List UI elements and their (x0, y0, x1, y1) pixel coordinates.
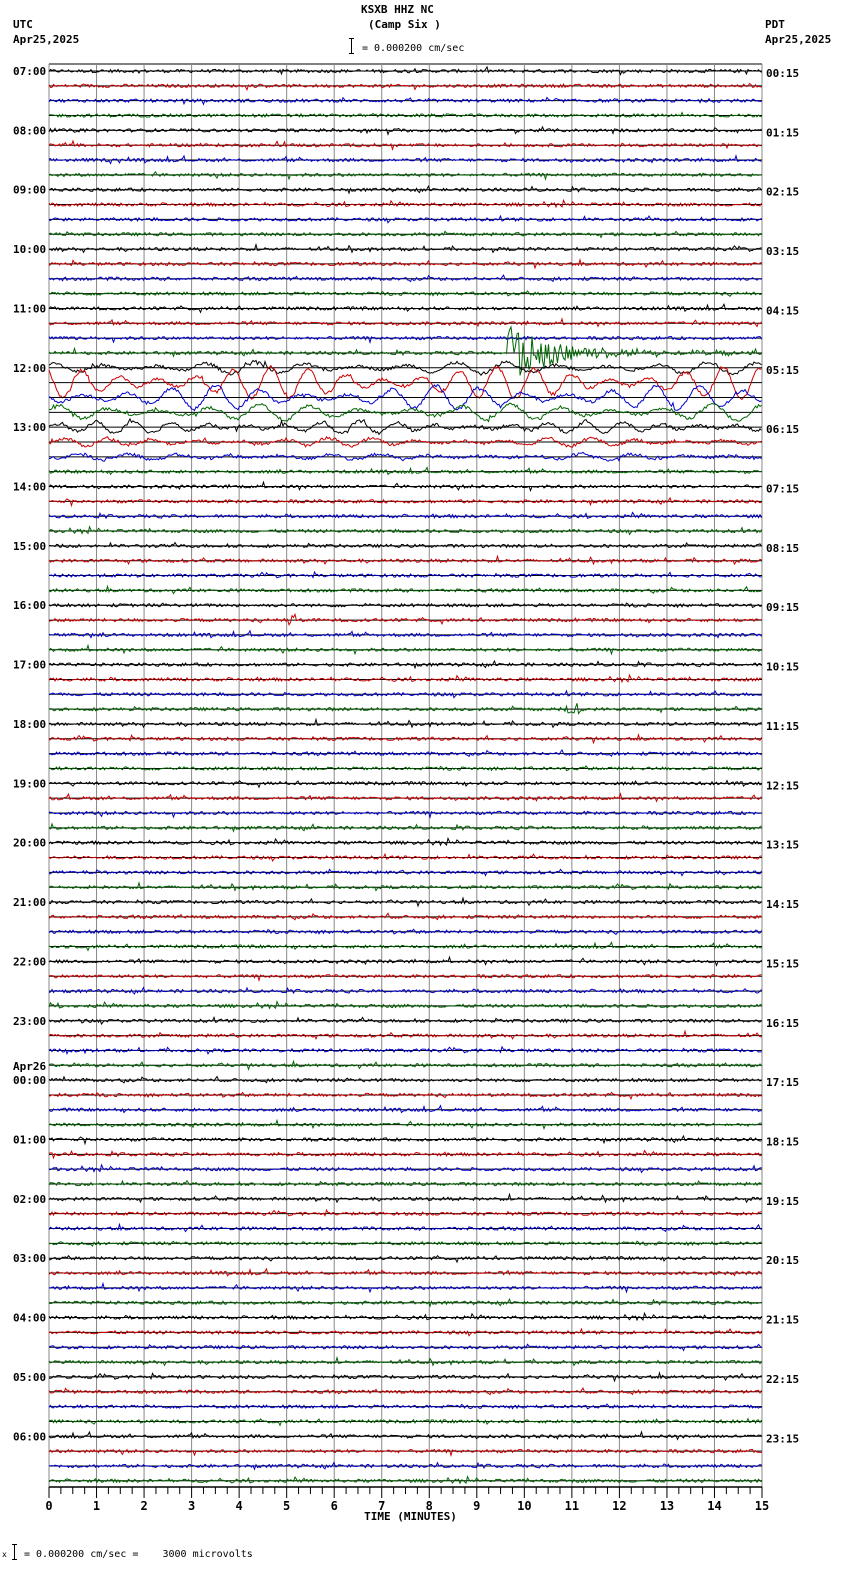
trace-waveform (49, 1344, 762, 1350)
pdt-hour-label: 14:15 (766, 898, 800, 912)
pdt-hour-label: 07:15 (766, 482, 800, 496)
right-timezone: PDT (765, 18, 785, 31)
trace-waveform (49, 513, 762, 519)
pdt-hour-label: 01:15 (766, 126, 800, 140)
pdt-hour-label: 12:15 (766, 779, 800, 793)
footer-scale-label: = 0.000200 cm/sec = 3000 microvolts (24, 1549, 253, 1560)
trace-waveform (49, 245, 762, 253)
trace-waveform (49, 883, 762, 891)
trace-waveform (49, 1106, 762, 1113)
trace-waveform (49, 1477, 762, 1484)
x-tick-label: 4 (235, 1499, 243, 1513)
x-tick-label: 1 (92, 1499, 101, 1513)
pdt-hour-label: 02:15 (766, 185, 800, 199)
pdt-hour-label: 08:15 (766, 541, 800, 555)
date-change-label: Apr26 (13, 1060, 47, 1074)
x-tick-label: 13 (659, 1499, 675, 1513)
x-tick-label: 9 (473, 1499, 481, 1513)
pdt-hour-label: 09:15 (766, 601, 800, 615)
trace-waveform (49, 603, 762, 607)
trace-waveform (49, 1120, 762, 1128)
trace-waveform (49, 1092, 762, 1098)
utc-hour-label: 09:00 (13, 183, 47, 197)
pdt-hour-label: 17:15 (766, 1076, 800, 1090)
trace-waveform (49, 172, 762, 179)
scale-label: = 0.000200 cm/sec (362, 43, 465, 54)
station-title: KSXB HHZ NC (361, 3, 434, 16)
utc-hour-label: 15:00 (13, 539, 47, 553)
utc-hour-label: 14:00 (13, 480, 47, 494)
utc-hour-label: 16:00 (13, 599, 47, 613)
x-tick-label: 11 (564, 1499, 580, 1513)
trace-waveform (49, 1269, 762, 1276)
utc-hour-label: 08:00 (13, 124, 47, 138)
utc-hour-label: 19:00 (13, 777, 47, 791)
utc-hour-label: 17:00 (13, 658, 47, 672)
trace-waveform (49, 1194, 762, 1202)
pdt-hour-label: 05:15 (766, 363, 800, 377)
x-tick-label: 14 (707, 1499, 722, 1513)
x-tick-label: 5 (283, 1499, 291, 1513)
utc-hour-label: 18:00 (13, 717, 47, 731)
x-tick-label: 7 (378, 1499, 386, 1513)
trace-waveform (49, 556, 762, 564)
trace-waveform (49, 975, 762, 981)
pdt-hour-label: 23:15 (766, 1432, 800, 1446)
utc-hour-label: 13:00 (13, 421, 47, 435)
trace-waveform (49, 1002, 762, 1009)
utc-hour-label: 20:00 (13, 836, 47, 850)
x-tick-label: 15 (754, 1499, 770, 1513)
footer-mark: x (2, 1550, 7, 1559)
trace-waveform (49, 200, 762, 207)
utc-hour-label: 06:00 (13, 1430, 47, 1444)
trace-waveform (49, 794, 762, 801)
trace-waveform (49, 1047, 762, 1054)
trace-waveform (49, 1419, 762, 1426)
pdt-hour-label: 13:15 (766, 838, 800, 852)
utc-hour-label: 02:00 (13, 1192, 47, 1206)
footer-scale-bar-icon (12, 1544, 18, 1560)
utc-hour-label: 01:00 (13, 1133, 47, 1147)
trace-waveform (49, 468, 762, 475)
utc-hour-label: 22:00 (13, 955, 47, 969)
pdt-hour-label: 18:15 (766, 1135, 800, 1149)
trace-waveform (49, 543, 762, 548)
trace-waveform (49, 631, 762, 638)
trace-waveform (49, 988, 762, 994)
trace-waveform (49, 1210, 762, 1216)
trace-waveform (49, 1181, 762, 1186)
trace-waveform (49, 811, 762, 817)
trace-waveform (49, 781, 762, 788)
trace-waveform (49, 1031, 762, 1039)
pdt-hour-label: 15:15 (766, 957, 800, 971)
trace-waveform (49, 838, 762, 845)
trace-group (49, 67, 762, 1483)
utc-hour-label: 03:00 (13, 1252, 47, 1266)
x-tick-label: 6 (330, 1499, 338, 1513)
trace-waveform (49, 572, 762, 578)
left-timezone: UTC (13, 18, 33, 31)
trace-waveform (49, 1358, 762, 1366)
x-tick-label: 2 (140, 1499, 148, 1513)
pdt-hour-label: 10:15 (766, 660, 800, 674)
utc-hour-label: 07:00 (13, 65, 47, 78)
trace-waveform (49, 1256, 762, 1262)
x-tick-label: 12 (612, 1499, 627, 1513)
x-tick-label: 3 (187, 1499, 196, 1513)
pdt-hour-label: 11:15 (766, 719, 800, 733)
utc-hour-label: 10:00 (13, 243, 47, 257)
pdt-hour-label: 04:15 (766, 304, 800, 318)
left-date: Apr25,2025 (13, 33, 80, 46)
trace-waveform (49, 703, 762, 713)
trace-waveform (49, 1313, 762, 1320)
trace-waveform (49, 720, 762, 728)
trace-waveform (49, 1432, 762, 1439)
utc-hour-label: 04:00 (13, 1311, 47, 1325)
pdt-hour-label: 00:15 (766, 67, 800, 80)
trace-waveform (49, 735, 762, 743)
x-tick-label: 8 (425, 1499, 433, 1513)
x-tick-label: 10 (517, 1499, 532, 1513)
trace-waveform (49, 186, 762, 193)
utc-hour-label: 00:00 (13, 1074, 47, 1088)
x-tick-label: 0 (45, 1499, 53, 1513)
trace-waveform (49, 84, 762, 90)
pdt-hour-label: 03:15 (766, 245, 800, 259)
trace-waveform (49, 675, 762, 682)
utc-hour-label: 23:00 (13, 1014, 47, 1028)
trace-waveform (49, 260, 762, 268)
pdt-hour-label: 19:15 (766, 1194, 800, 1208)
trace-waveform (49, 419, 762, 434)
utc-hour-label: 12:00 (13, 361, 47, 375)
pdt-hour-label: 22:15 (766, 1372, 800, 1386)
pdt-hour-label: 20:15 (766, 1254, 800, 1268)
trace-waveform (49, 1450, 762, 1456)
utc-hour-label: 21:00 (13, 896, 47, 910)
trace-waveform (49, 113, 762, 118)
pdt-hour-label: 21:15 (766, 1313, 800, 1327)
pdt-hour-label: 06:15 (766, 423, 800, 437)
trace-waveform (49, 304, 762, 312)
utc-hour-label: 05:00 (13, 1370, 47, 1384)
trace-waveform (49, 319, 762, 327)
trace-waveform (49, 337, 762, 343)
pdt-hour-label: 16:15 (766, 1016, 800, 1030)
trace-waveform (49, 614, 762, 624)
right-date: Apr25,2025 (765, 33, 832, 46)
utc-hour-label: 11:00 (13, 302, 47, 316)
station-location: (Camp Six ) (368, 18, 441, 31)
x-axis-title: TIME (MINUTES) (364, 1510, 457, 1523)
